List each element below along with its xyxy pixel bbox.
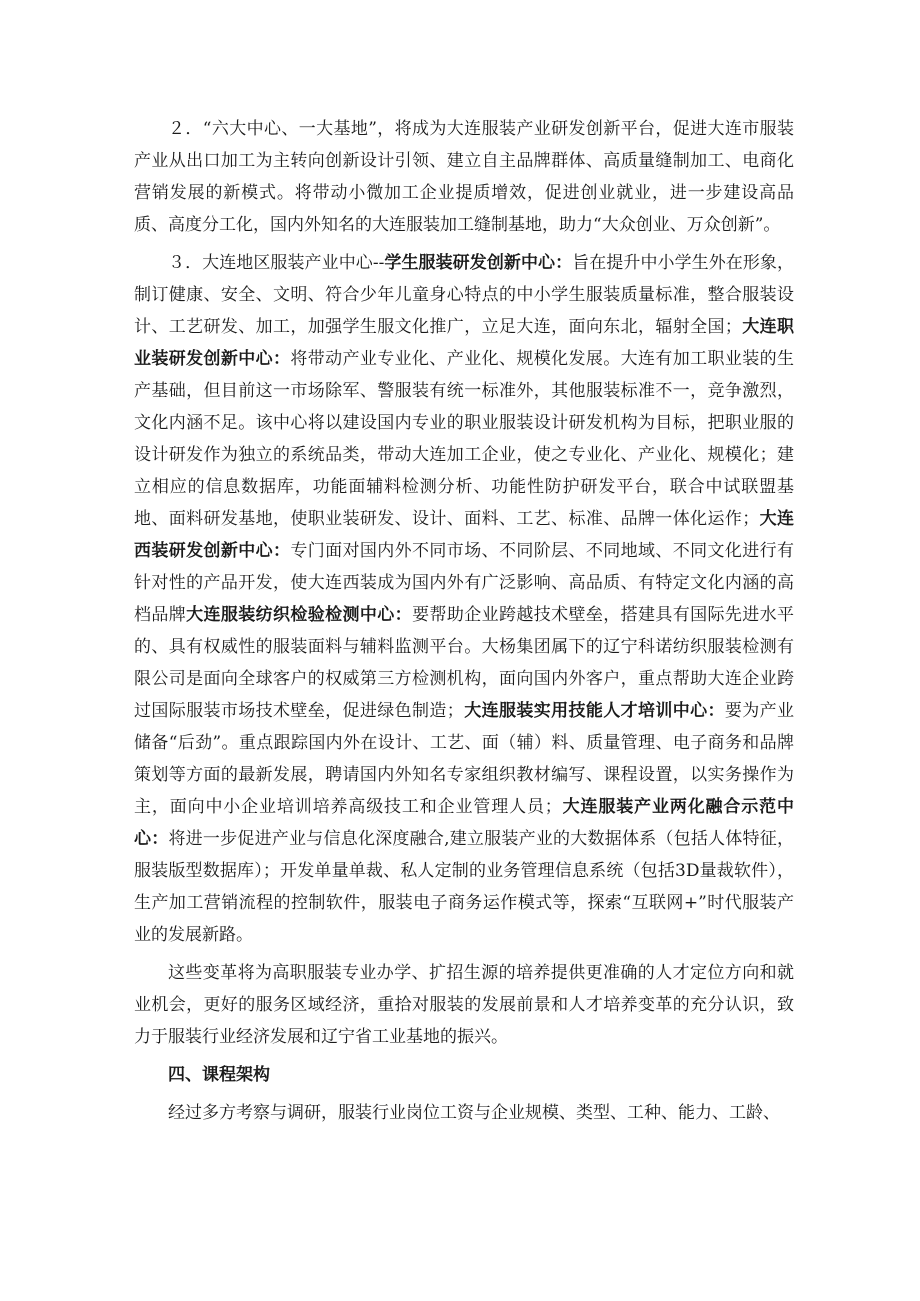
bold-term-workwear-center: 大连职业装研发创新中心： (134, 317, 795, 369)
bold-term-training-center: 大连服装实用技能人才培训中心： (463, 701, 725, 721)
paragraph-six-centers: ２．“六大中心、一大基地”，将成为大连服装产业研发创新平台，促进大连市服装产业从出口加工为主转向创新设计引领、建立自主品牌群体、高质量缝制加工、电商化营销发展的新模式。将带动小微加工企业提质增效，促进创业就业，进一步建设高品质、高度分工化，国内外知名的大连服装加工缝制基地，助力“大众创业、万众创新”。 (134, 119, 794, 235)
bold-term-integration-center: 大连服装产业两化融合示范中心： (134, 797, 795, 849)
section-heading-text: 四、课程架构 (168, 1065, 270, 1085)
document-body (134, 113, 794, 1135)
bold-term-testing-center: 大连服装纺织检验检测中心： (186, 605, 413, 625)
paragraph-text: 要帮助企业跨越技术壁垒，搭建具有国际先进水平的、具有权威性的服装面料与辅料监测平台。大杨集团属下的辽宁科诺纺织服装检测有限公司是面向全球客户的权威第三方检测机构，面向国内外客户，重点帮助大连企业跨过国际服装市场技术壁垒，促进绿色制造； (134, 605, 795, 721)
paragraph-text: 将进一步促进产业与信息化深度融合,建立服装产业的大数据体系（包括人体特征，服装版型数据库）；开发单量单裁、私人定制的业务管理信息系统（包括3D量裁软件），生产加工营销流程的控制软件，服装电子商务运作模式等，探索“互联网+”时代服装产业的发展新路。 (134, 829, 794, 945)
paragraph-text: 专门面对国内外不同市场、不同阶层、不同地域、不同文化进行有针对性的产品开发，使大连西装成为国内外有广泛影响、高品质、有特定文化内涵的高档品牌 (134, 541, 794, 625)
bold-term-student-uniform-center: 学生服装研发创新中心： (384, 253, 573, 273)
paragraph-text: 将带动产业专业化、产业化、规模化发展。大连有加工职业装的生产基础，但目前这一市场除军、警服装有统一标准外，其他服装标准不一，竞争激烈，文化内涵不足。该中心将以建设国内专业的职业服装设计研发机构为目标，把职业服的设计研发作为独立的系统品类，带动大连加工企业，使之专业化、产业化、规模化；建立相应的信息数据库，功能面辅料检测分析、功能性防护研发平台，联合中试联盟基地、面料研发基地，使职业装研发、设计、面料、工艺、标准、品牌一体化运作； (134, 349, 794, 529)
paragraph-text: 要为产业储备“后劲”。重点跟踪国内外在设计、工艺、面（辅）料、质量管理、电子商务和品牌策划等方面的最新发展，聘请国内外知名专家组织教材编写、课程设置，以实务操作为主，面向中小企业培训培养高级技工和企业管理人员； (134, 701, 795, 817)
paragraph-industry-centers (134, 247, 794, 951)
paragraph-reform-impact: 这些变革将为高职服装专业办学、扩招生源的培养提供更准确的人才定位方向和就业机会，更好的服务区域经济，重拾对服装的发展前景和人才培养变革的充分认识，致力于服装行业经济发展和辽宁省工业基地的振兴。 (134, 963, 794, 1047)
paragraph-survey: 经过多方考察与调研，服装行业岗位工资与企业规模、类型、工种、能力、工龄、 (168, 1103, 780, 1123)
section-heading (134, 1059, 794, 1091)
paragraph-text: 旨在提升中小学生外在形象，制订健康、安全、文明、符合少年儿童身心特点的中小学生服装质量标准，整合服装设计、工艺研发、加工，加强学生服文化推广，立足大连，面向东北，辐射全国； (134, 253, 795, 337)
bold-term-suit-center: 大连西装研发创新中心： (134, 509, 795, 561)
paragraph-text: ３．大连地区服装产业中心-- (168, 253, 385, 273)
